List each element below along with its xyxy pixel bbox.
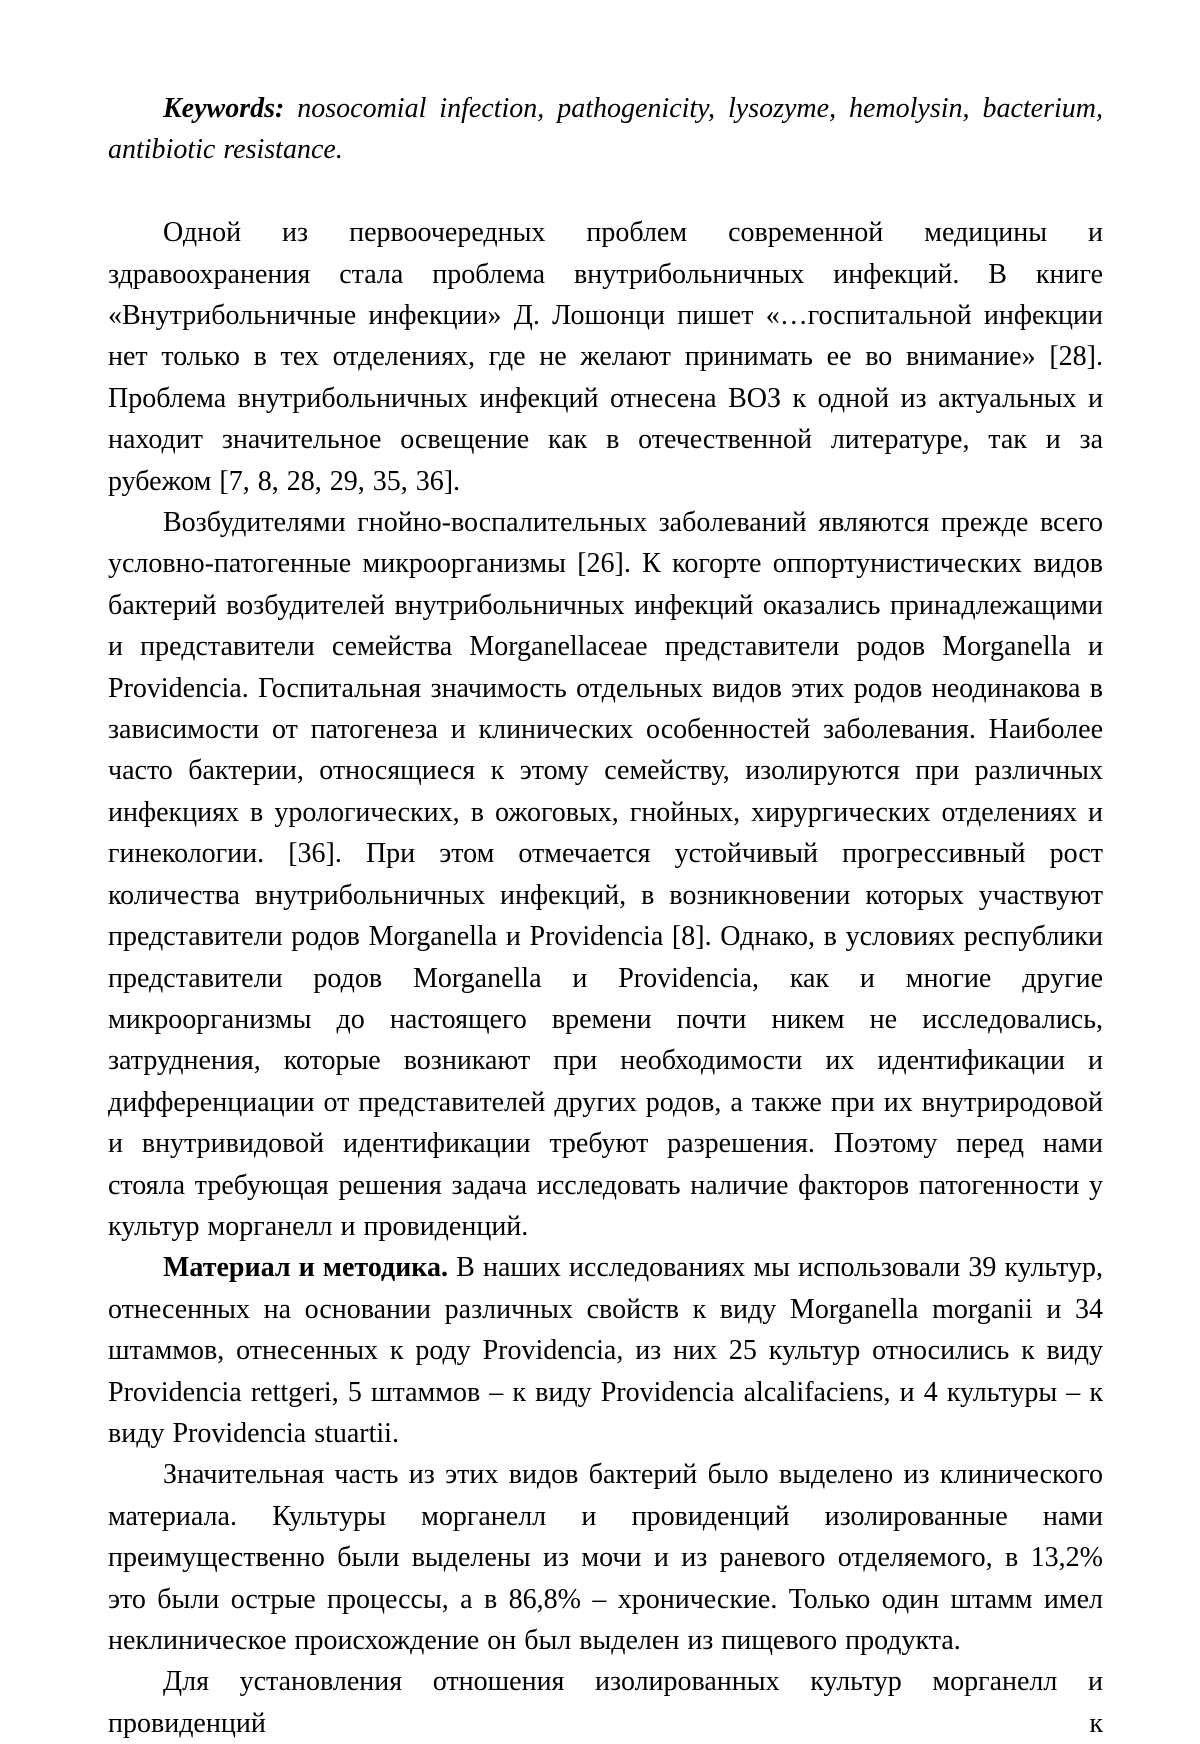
text-run: Одной из первоочередных проблем современной медицины и здравоохранения стала проблема внутрибольничных инфекций. В книге «Внутрибольничные инфекции» Д. Лошонци пишет «…госпитальной инфекции нет только в тех отделениях, где не желают принимать ее во внимание» [28]. Проблема внутрибольничных инфекций отнесена ВОЗ к одной из актуальных и находит значительное освещение как в отечественной литературе, так и за рубежом [7, 8, 28, 29, 35, 36]. xyxy=(108,217,1103,497)
text-run: Для установления отношения изолированных культур морганелл и провиденций к xyxy=(108,1666,1103,1739)
paragraph-pathogens xyxy=(108,502,1103,1247)
text-run: Keywords: xyxy=(163,93,298,124)
paragraph-material-and-methods xyxy=(108,1247,1103,1454)
text-run: Материал и методика. xyxy=(163,1252,449,1284)
text-run: nosocomial infection, pathogenicity, lysozyme, hemolysin, bacterium, antibiotic resistance. xyxy=(108,93,1103,166)
text-run: В наших исследованиях мы использовали 39 культур, отнесенных на основании различных свойств к виду Morganella morganii и 34 штаммов, отнесенных к роду Providencia, из них 25 культур относились к виду Providencia rettgeri, 5 штаммов – к виду Providencia alcalifaciens, и 4 культуры – к виду Providencia stuartii. xyxy=(108,1252,1104,1449)
document-body xyxy=(108,88,1103,1744)
text-run: Значительная часть из этих видов бактерий было выделено из клинического материала. Культуры морганелл и провиденций изолированные нами преимущественно были выделены из мочи и из раневого отделяемого, в 13,2% это были острые процессы, а в 86,8% – хронические. Только один штамм имел неклиническое происхождение он был выделен из пищевого продукта. xyxy=(108,1459,1103,1657)
text-run: Возбудителями гнойно-воспалительных заболеваний являются прежде всего условно-патогенные микроорганизмы [26]. К когорте оппортунистических видов бактерий возбудителей внутрибольничных инфекций оказались принадлежащими и представители семейства Morganellaceae представители родов Morganella и Providencia. Госпитальная значимость отдельных видов этих родов неодинакова в зависимости от патогенеза и клинических особенностей заболевания. Наиболее часто бактерии, относящиеся к этому семейству, изолируются при различных инфекциях в урологических, в ожоговых, гнойных, хирургических отделениях и гинекологии. [36]. При этом отмечается устойчивый прогрессивный рост количества внутрибольничных инфекций, в возникновении которых участвуют представители родов Morganella и Providencia [8]. Однако, в условиях республики представители родов Morganella и Providencia, как и многие другие микроорганизмы до настоящего времени почти никем не исследовались, затруднения, которые возникают при необходимости их идентификации и дифференциации от представителей других родов, а также при их внутриродовой и внутривидовой идентификации требуют разрешения. Поэтому перед нами стояла требующая решения задача исследовать наличие факторов патогенности у культур морганелл и провиденций. xyxy=(108,507,1103,1242)
paragraph-clinical-material xyxy=(108,1454,1103,1661)
paragraph-continuation xyxy=(108,1661,1103,1744)
paragraph-intro xyxy=(108,212,1103,502)
paragraph-keywords xyxy=(108,88,1103,171)
